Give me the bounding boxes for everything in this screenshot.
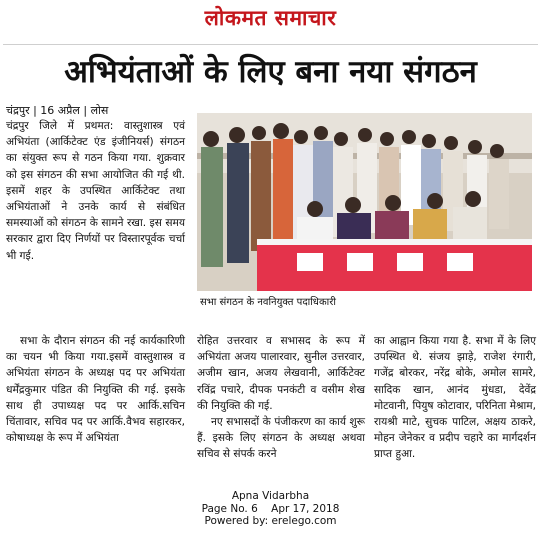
column-1-bottom xyxy=(6,333,185,446)
photo-caption: सभा संगठन के नवनियुक्त पदाधिकारी xyxy=(200,297,336,308)
footer-page-date: Page No. 6 Apr 17, 2018 xyxy=(201,502,340,515)
group-photo-illustration xyxy=(197,113,532,291)
dateline: चंद्रपुर | 16 अप्रैल | लोस xyxy=(6,104,109,117)
column-3-paragraph-1: का आह्वान किया गया है. सभा में के लिए उपस्थित थे. संजय झाड़े, राजेश रंगारी, गजेंद्र बोरकर, नरेंद्र बोके, अमोल सामरे, सादिक खान, आनंद मुंधडा, देवेंद्र मोटवानी, पियुष कोटावार, परिनिता मेश्राम, रायश्री माटे, सुचक पाटिल, अक्षय ठाकरे, मोहन जेनेकर व प्रदीप चहारे का मार्गदर्शन प्राप्त हुआ. xyxy=(374,335,536,461)
column-2 xyxy=(197,333,365,463)
footer-publication: Apna Vidarbha xyxy=(231,490,310,502)
page-footer xyxy=(0,490,541,528)
masthead xyxy=(0,4,541,32)
column-1-top xyxy=(6,118,185,264)
column-2-paragraph-2: नए सभासदों के पंजीकरण का कार्य शुरू हैं. इसके लिए संगठन के अध्यक्ष अथवा सचिव से संपर्क करने xyxy=(197,416,365,461)
headline: अभियंताओं के लिए बना नया संगठन xyxy=(64,54,477,90)
footer-powered-by: Powered by: erelego.com xyxy=(204,515,337,527)
group-photo xyxy=(197,113,532,291)
column-3 xyxy=(374,333,536,463)
column-1-paragraph-1: चंद्रपुर जिले में प्रथमत: वास्तुशास्त्र एवं अभियंता (आर्किटेक्ट एंड इंजीनियर्स) संगठन का संयुक्त रूप से गठन किया गया. शुक्रवार को इस संगठन की सभा आयोजित की गई थी. इसमें शहर के उपस्थित आर्किटेक्ट तथा अभियंताओं ने उनके कार्य से संबंधित समस्याओं को संगठन के सामने रखा. इस समय सरकार द्वारा दिए निर्णयों पर विस्तारपूर्वक चर्चा भी गई. xyxy=(6,120,185,262)
masthead-divider xyxy=(3,44,538,45)
column-1-paragraph-2: सभा के दौरान संगठन की नई कार्यकारिणी का चयन भी किया गया.इसमें वास्तुशास्त्र व अभियंता संगठन के अध्यक्ष पद पर अभियंता धर्मेंद्रकुमार पंडित की नियुक्ति की गई. इसके साथ ही उपाध्यक्ष पद पर आर्कि.सचिन चिंतावार, सचिव पद पर आर्कि.वैभव सहारकर, कोषाध्यक्ष के रूप में अभियंता xyxy=(6,335,185,445)
masthead-title: लोकमत समाचार xyxy=(204,6,337,30)
column-2-paragraph-1: रोहित उत्तरवार व सभासद के रूप में अभियंता अजय पालारवार, सुनील उत्तरवार, अजीम खान, अजय लेखवानी, आर्किटेक्ट रविंद्र पचारे, दीपक पनकंटी व वसीम शेख की नियुक्ति की गई. xyxy=(197,335,365,412)
